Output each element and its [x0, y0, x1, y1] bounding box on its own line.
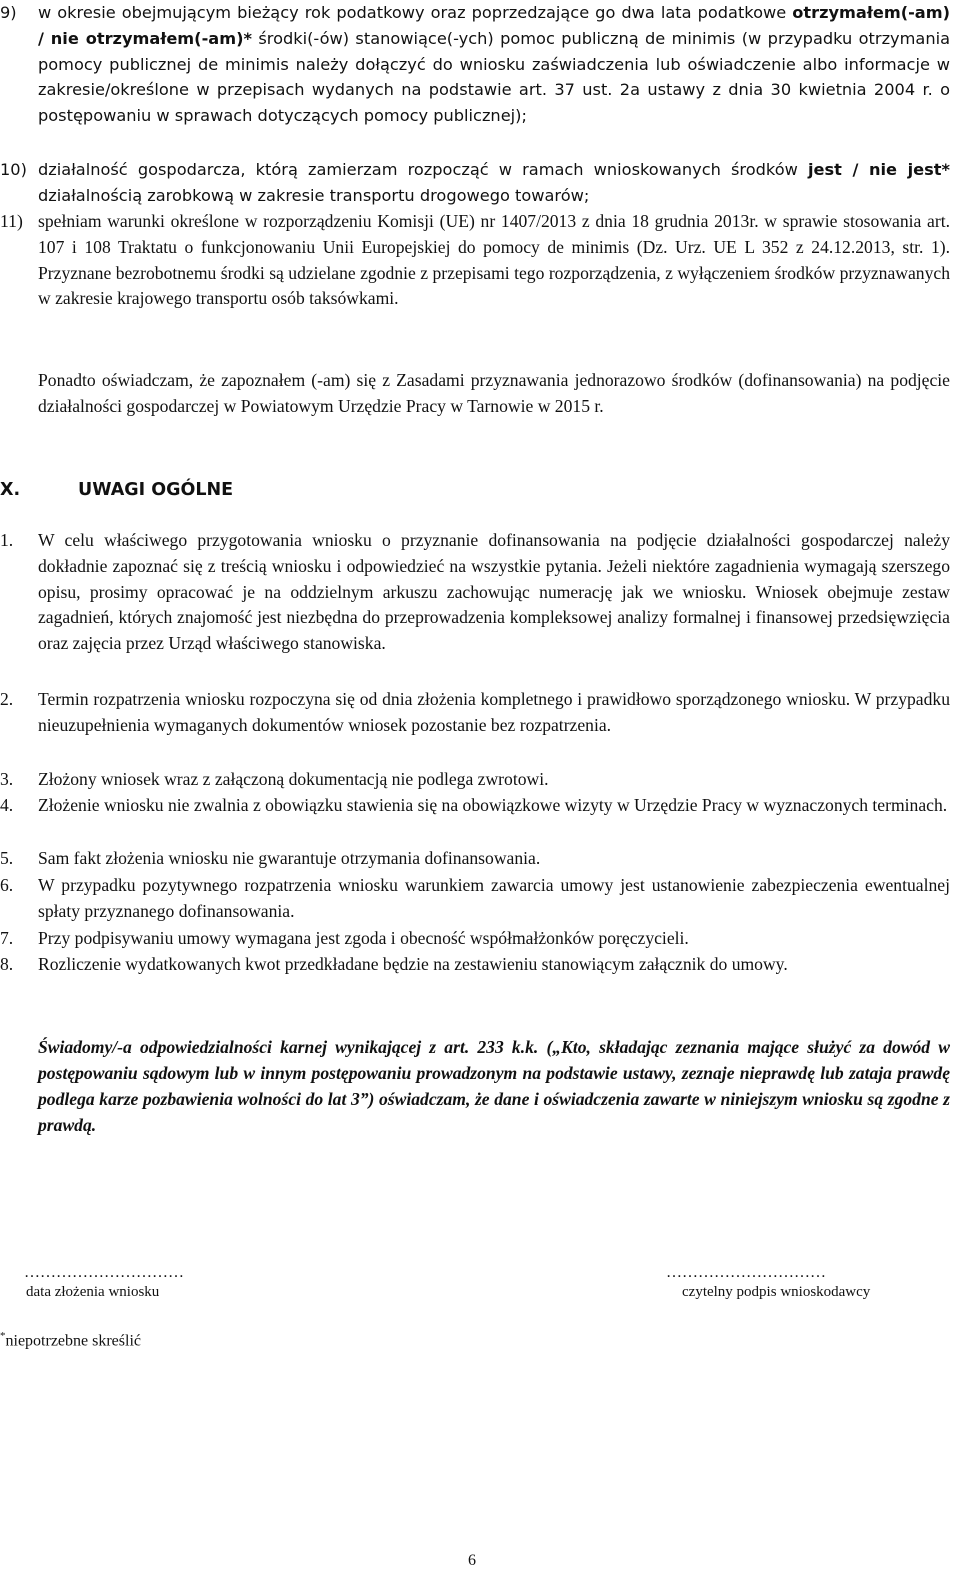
criminal-liability-statement: Świadomy/-a odpowiedzialności karnej wynikającej z art. 233 k.k. („Kto, składając zeznania mające służyć za dowód w postępowaniu sądowym lub w innym postępowaniu prowadzonym na podstawie ustawy, zeznaje nieprawdę lub zataja prawdę podlega karze pozbawienia wolności do lat 3”) oświadczam, że dane i oświadczenia zawarte w niniejszym wniosku są zgodne z prawdą.: [38, 1037, 950, 1135]
footnote-text: niepotrzebne skreślić: [5, 1332, 141, 1350]
date-signature-line: …………………………: [24, 1264, 184, 1281]
page-number: 6: [468, 1552, 476, 1569]
declaration-item-10: [0, 157, 950, 209]
item-number: 9): [0, 3, 17, 22]
statement-paragraph: Ponadto oświadczam, że zapoznałem (-am) się z Zasadami przyznawania jednorazowo środków (dofinansowania) na podjęcie działalności gospodarczej w Powiatowym Urzędzie Pracy w Tarnowie w 2015 r.: [38, 370, 950, 416]
remark-item-4: [0, 793, 950, 819]
remark-number: 5.: [0, 848, 14, 868]
remark-number: 8.: [0, 954, 14, 974]
item-number: 11): [0, 211, 23, 231]
declaration-item-11: [0, 209, 950, 312]
declaration-item-9: [0, 0, 950, 129]
remark-text: W przypadku pozytywnego rozpatrzenia wniosku warunkiem zawarcia umowy jest ustanowienie zabezpieczenia ewentualnej spłaty przyznanego dofinansowania.: [38, 875, 950, 921]
remark-item-5: [0, 846, 950, 872]
remark-text: Złożenie wniosku nie zwalnia z obowiązku stawienia się na obowiązkowe wizyty w Urzędzie Pracy w wyznaczonych terminach.: [38, 795, 948, 815]
remark-item-1: [0, 528, 950, 657]
footnote-mark: *: [0, 1330, 6, 1342]
remark-item-7: [0, 926, 950, 952]
section-title: UWAGI OGÓLNE: [78, 480, 234, 500]
remark-item-3: [0, 767, 950, 793]
date-label: data złożenia wniosku: [26, 1284, 160, 1300]
remark-text: W celu właściwego przygotowania wniosku o przyznanie dofinansowania na podjęcie działalności gospodarczej należy dokładnie zapoznać się z treścią wniosku i odpowiedzieć na wszystkie pytania. Jeżeli niektóre zagadnienia wymagają szerszego opisu, prosimy opracować je na oddzielnym arkuszu zachowując numerację jak we wniosku. Wniosek obejmuje zestaw zagadnień, których znajomość jest niezbędna do przeprowadzenia kompleksowej analizy formalnej i finansowej przedsięwzięcia oraz zajęcia przez Urząd właściwego stanowiska.: [38, 530, 950, 654]
remark-item-6: [0, 873, 950, 925]
footnote: [0, 1324, 141, 1354]
remark-text: Sam fakt złożenia wniosku nie gwarantuje otrzymania dofinansowania.: [38, 848, 541, 868]
remark-number: 2.: [0, 689, 14, 709]
remark-number: 3.: [0, 769, 14, 789]
remark-number: 7.: [0, 928, 14, 948]
item-text: spełniam warunki określone w rozporządzeniu Komisji (UE) nr 1407/2013 z dnia 18 grudnia 2013r. w sprawie stosowania art. 107 i 108 Traktatu o funkcjonowaniu Unii Europejskiej do pomocy de minimis (Dz. Urz. UE L 352 z 24.12.2013, str. 1). Przyznane bezrobotnemu środki są udzielane zgodnie z przepisami tego rozporządzenia, z wyłączeniem środków przyznawanych w zakresie krajowego transportu osób taksówkami.: [38, 211, 950, 309]
section-number: X.: [0, 480, 21, 500]
remark-number: 4.: [0, 795, 14, 815]
applicant-signature-label: czytelny podpis wnioskodawcy: [682, 1284, 871, 1300]
remark-text: Złożony wniosek wraz z załączoną dokumentacją nie podlega zwrotowi.: [38, 769, 549, 789]
item-text: w okresie obejmującym bieżący rok podatkowy oraz poprzedzające go dwa lata podatkowe otrzymałem(-am) / nie otrzymałem(-am)* środki(-ów) stanowiące(-ych) pomoc publiczną de minimis (w przypadku otrzymania pomocy publicznej de minimis należy dołączyć do wniosku zaświadczenia lub oświadczenie albo informacje w zakresie/określone w przepisach wydanych na podstawie art. 37 ust. 2a ustawy z dnia 30 kwietnia 2004 r. o postępowaniu w sprawach dotyczących pomocy publicznej);: [38, 3, 951, 126]
remark-item-2: [0, 687, 950, 739]
item-number: 10): [0, 160, 27, 179]
remark-text: Termin rozpatrzenia wniosku rozpoczyna się od dnia złożenia kompletnego i prawidłowo sporządzonego wniosku. W przypadku nieuzupełnienia wymaganych dokumentów wniosek pozostanie bez rozpatrzenia.: [38, 689, 950, 735]
remark-number: 6.: [0, 875, 14, 895]
item-text: działalność gospodarcza, którą zamierzam rozpocząć w ramach wnioskowanych środków jest / nie jest* działalnością zarobkową w zakresie transportu drogowego towarów;: [38, 160, 950, 205]
remark-text: Rozliczenie wydatkowanych kwot przedkładane będzie na zestawieniu stanowiącym załącznik do umowy.: [38, 954, 788, 974]
remark-number: 1.: [0, 530, 14, 550]
remark-item-8: [0, 952, 950, 978]
applicant-signature-line: …………………………: [666, 1264, 826, 1281]
remark-text: Przy podpisywaniu umowy wymagana jest zgoda i obecność współmałżonków poręczycieli.: [38, 928, 689, 948]
